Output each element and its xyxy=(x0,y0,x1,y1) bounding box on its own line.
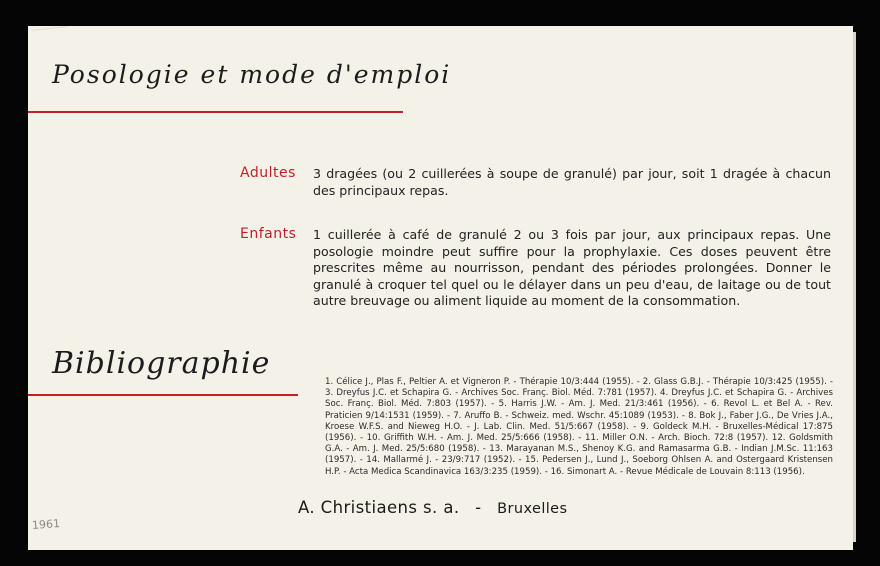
label-enfants: Enfants xyxy=(240,226,297,242)
footer-imprint xyxy=(298,498,567,517)
heading-posologie: Posologie et mode d'emploi xyxy=(52,60,452,89)
heading-bibliographie: Bibliographie xyxy=(52,346,271,381)
red-rule-bibliographie xyxy=(28,394,298,396)
text-adultes: 3 dragées (ou 2 cuillerées à soupe de granulé) par jour, soit 1 dragée à chacun des principaux repas. xyxy=(313,166,831,198)
handwritten-year: 1961 xyxy=(31,517,61,532)
card-fold-edge xyxy=(853,32,856,542)
reference-list: 1. Célice J., Plas F., Peltier A. et Vigneron P. - Thérapie 10/3:444 (1955). - 2. Glass G.B.J. - Thérapie 10/3:425 (1955). - 3. Dreyfus J.C. et Schapira G. - Archives Soc. Franç. Biol. Méd. 7:781 (1957). 4. Dreyfus J.C. et Schapira G. - Archives Soc. Franç. Biol. Méd. 7:803 (1957). - 5. Harris J.W. - Am. J. Med. 21/3:461 (1956). - 6. Revol L. et Bel A. - Rev. Praticien 9/14:1531 (1959). - 7. Aruffo B. - Schweiz. med. Wschr. 45:1089 (1953). - 8. Bok J., Faber J.G., De Vries J.A., Kroese W.F.S. and Nieweg H.O. - J. Lab. Clin. Med. 51/5:667 (1958). - 9. Goldeck M.H. - Bruxelles-Médical 17:875 (1956). - 10. Griffith W.H. - Am. J. Med. 25/5:666 (1958). - 11. Miller O.N. - Arch. Bioch. 72:8 (1957). 12. Goldsmith G.A. - Am. J. Med. 25/5:680 (1958). - 13. Marayanan M.S., Shenoy K.G. and Ramasarma G.B. - Indian J.M.Sc. 11:163 (1957). - 14. Mallarmé J. - 23/9:717 (1952). - 15. Pedersen J., Lund J., Soeborg Ohlsen A. and Ostergaard Kristensen H.P. - Acta Medica Scandinavica 163/3:235 (1959). - 16. Simonart A. - Revue Médicale de Louvain 8:113 (1956). xyxy=(325,377,833,477)
company-name: A. Christiaens s. a. xyxy=(298,498,460,517)
label-adultes: Adultes xyxy=(240,165,296,181)
red-rule-posologie xyxy=(28,111,403,113)
footer-separator: - xyxy=(475,498,482,517)
text-enfants: 1 cuillerée à café de granulé 2 ou 3 fois par jour, aux principaux repas. Une posologie moindre peut suffire pour la prophylaxie. Ces doses peuvent être prescrites même au nourrisson, pendant des périodes prolongées. Donner le granulé à croquer tel quel ou le délayer dans un peu d'eau, de laitage ou de tout autre breuvage ou aliment liquide au moment de la consommation. xyxy=(313,227,831,309)
company-city: Bruxelles xyxy=(497,501,568,517)
document-card xyxy=(28,26,853,550)
faint-pencil-mark xyxy=(32,26,69,41)
